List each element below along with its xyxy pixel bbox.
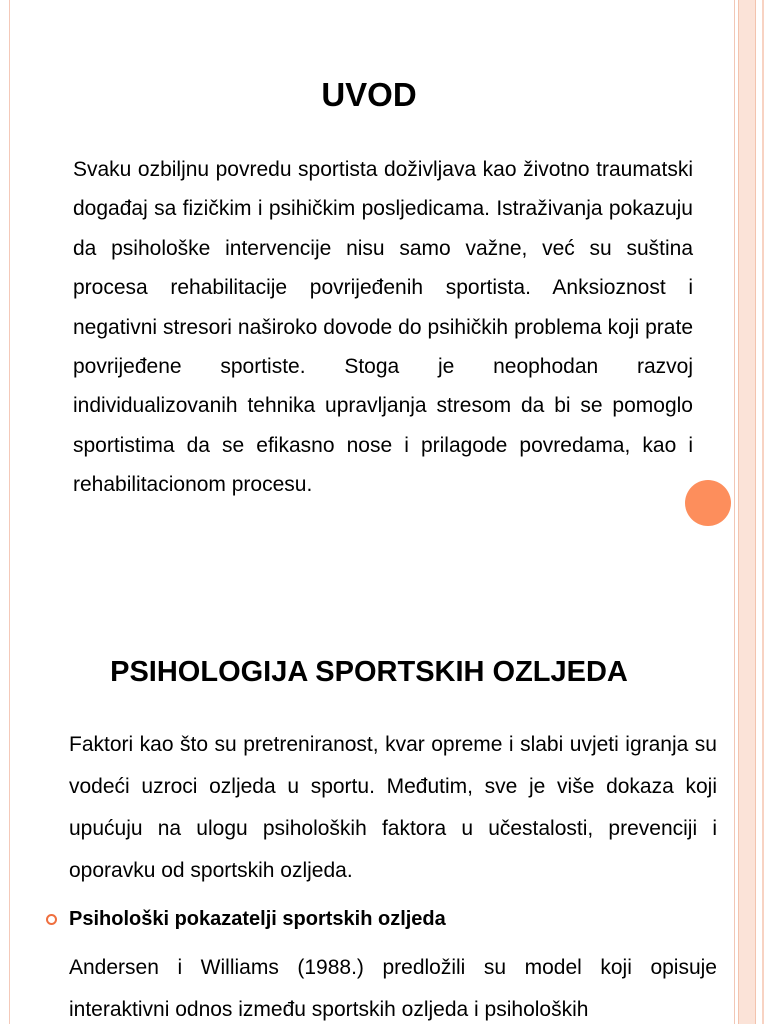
slide-frame-right-band	[738, 0, 756, 1024]
bullet-heading: Psihološki pokazatelji sportskih ozljeda	[69, 907, 446, 930]
bullet-circle-icon	[46, 914, 57, 925]
bullet-item	[46, 903, 446, 935]
intro-paragraph: Svaku ozbiljnu povredu sportista doživljava kao životno traumatski događaj sa fizičkim i psihičkim posljedicama. Istraživanja pokazuju da psihološke intervencije nisu samo važne, već su suština procesa rehabilitacije povrijeđenih sportista. Anksioznost i negativni stresori naširoko dovode do psihičkih problema koji prate povrijeđene sportiste. Stoga je neophodan razvoj individualizovanih tehnika upravljanja stresom da bi se pomoglo sportistima da se efikasno nose i prilagode povredama, kao i rehabilitacionom procesu.	[73, 158, 693, 497]
slide-title-uvod: UVOD	[321, 76, 417, 113]
slide-frame-right-edge	[762, 0, 764, 1024]
factors-paragraph: Faktori kao što su pretreniranost, kvar opreme i slabi uvjeti igranja su vodeći uzroci ozljeda u sportu. Međutim, sve je više dokaza koji upućuju na ulogu psiholoških faktora u učestalosti, prevenciji i oporavku od sportskih ozljeda.	[69, 733, 717, 882]
slide-frame-right-line	[734, 0, 735, 1024]
model-paragraph: Andersen i Williams (1988.) predložili su model koji opisuje interaktivni odnos između sportskih ozljeda i psiholoških	[69, 956, 717, 1021]
slide-frame-left	[0, 0, 10, 1024]
slide-title-psihologija: PSIHOLOGIJA SPORTSKIH OZLJEDA	[110, 656, 628, 688]
